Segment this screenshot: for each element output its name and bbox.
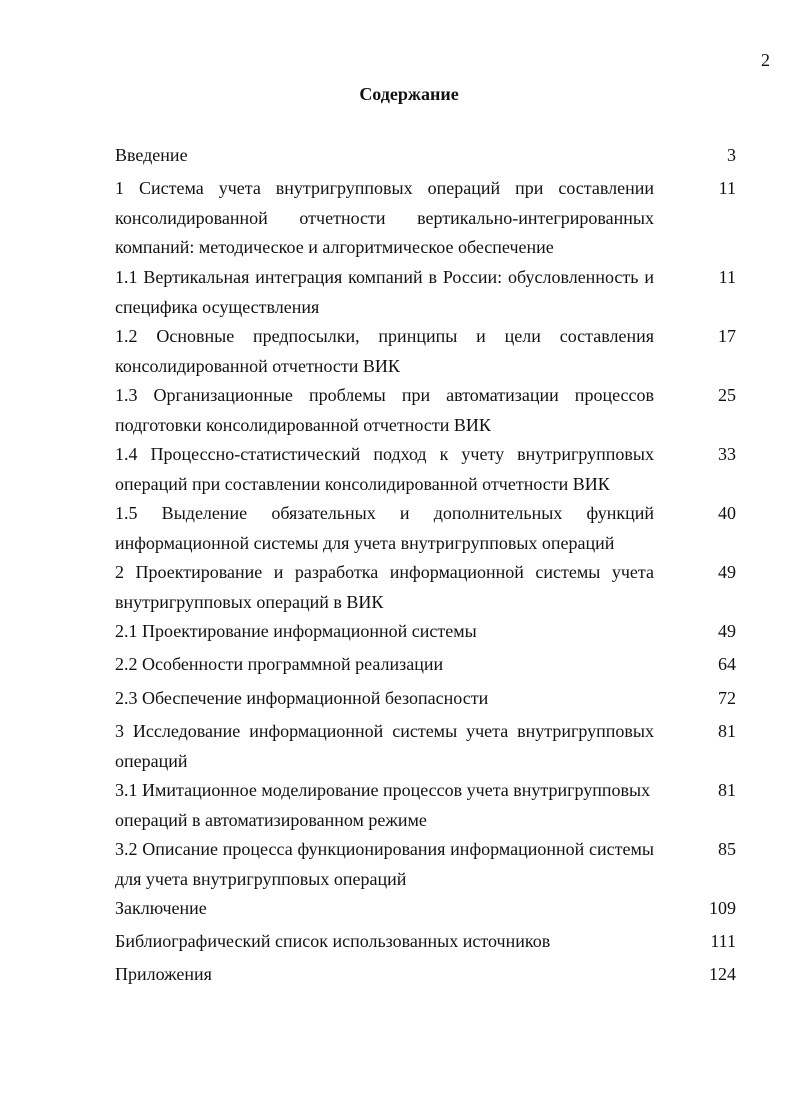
toc-entry-text: 3.1 Имитационное моделирование процессов учета внутригрупповых операций в автоматизированном режиме xyxy=(115,780,651,830)
toc-entry-text: 3 Исследование информационной системы учета внутригрупповых операций xyxy=(115,721,654,771)
toc-entry-text: Библиографический список использованных источников xyxy=(115,931,551,951)
toc-entry-text: 2.2 Особенности программной реализации xyxy=(115,654,444,674)
toc-entry-text: 2.3 Обеспечение информационной безопасности xyxy=(115,688,489,708)
toc-entry-page: 40 xyxy=(718,503,736,523)
toc-entry-page: 81 xyxy=(718,721,736,741)
toc-entry-text: Заключение xyxy=(115,898,207,918)
toc-entry-text: 1 Система учета внутригрупповых операций при составлении консолидированной отчетности вертикально-интегрированных компаний: методическое и алгоритмическое обеспечение xyxy=(115,178,654,257)
toc-entry-page: 72 xyxy=(718,688,736,708)
toc-entry-page: 33 xyxy=(718,444,736,464)
toc-entry-page: 109 xyxy=(709,898,736,918)
toc-entry-page: 64 xyxy=(718,654,736,674)
toc-entry-page: 11 xyxy=(718,267,736,287)
toc-entry-page: 11 xyxy=(718,178,736,198)
toc-entry-page: 3 xyxy=(727,145,736,165)
toc-entry-text: 2 Проектирование и разработка информационной системы учета внутригрупповых операций в ВИК xyxy=(115,562,654,612)
toc-entry-text: 1.5 Выделение обязательных и дополнительных функций информационной системы для учета внутригрупповых операций xyxy=(115,503,654,553)
toc-entry-page: 124 xyxy=(709,964,736,984)
toc-entry-page: 17 xyxy=(718,326,736,346)
toc-entry-page: 49 xyxy=(718,562,736,582)
toc-entry-page: 25 xyxy=(718,385,736,405)
toc-entry-text: 3.2 Описание процесса функционирования информационной системы для учета внутригрупповых операций xyxy=(115,839,654,889)
page-title: Содержание xyxy=(359,84,459,104)
toc-entry-text: 1.3 Организационные проблемы при автоматизации процессов подготовки консолидированной отчетности ВИК xyxy=(115,385,654,435)
toc-entry-page: 85 xyxy=(718,839,736,859)
toc-entry-text: 1.2 Основные предпосылки, принципы и цели составления консолидированной отчетности ВИК xyxy=(115,326,654,376)
toc-entry-text: 2.1 Проектирование информационной системы xyxy=(115,621,477,641)
toc-entry-page: 111 xyxy=(710,931,736,951)
toc-entry-text: 1.4 Процессно-статистический подход к учету внутригрупповых операций при составлении консолидированной отчетности ВИК xyxy=(115,444,654,494)
page-number: 2 xyxy=(761,50,770,70)
toc-entry-page: 81 xyxy=(718,780,736,800)
toc-entry-text: Введение xyxy=(115,145,188,165)
toc-entry-page: 49 xyxy=(718,621,736,641)
toc-entry-text: 1.1 Вертикальная интеграция компаний в России: обусловленность и специфика осуществления xyxy=(115,267,654,317)
toc-entry-text: Приложения xyxy=(115,964,212,984)
